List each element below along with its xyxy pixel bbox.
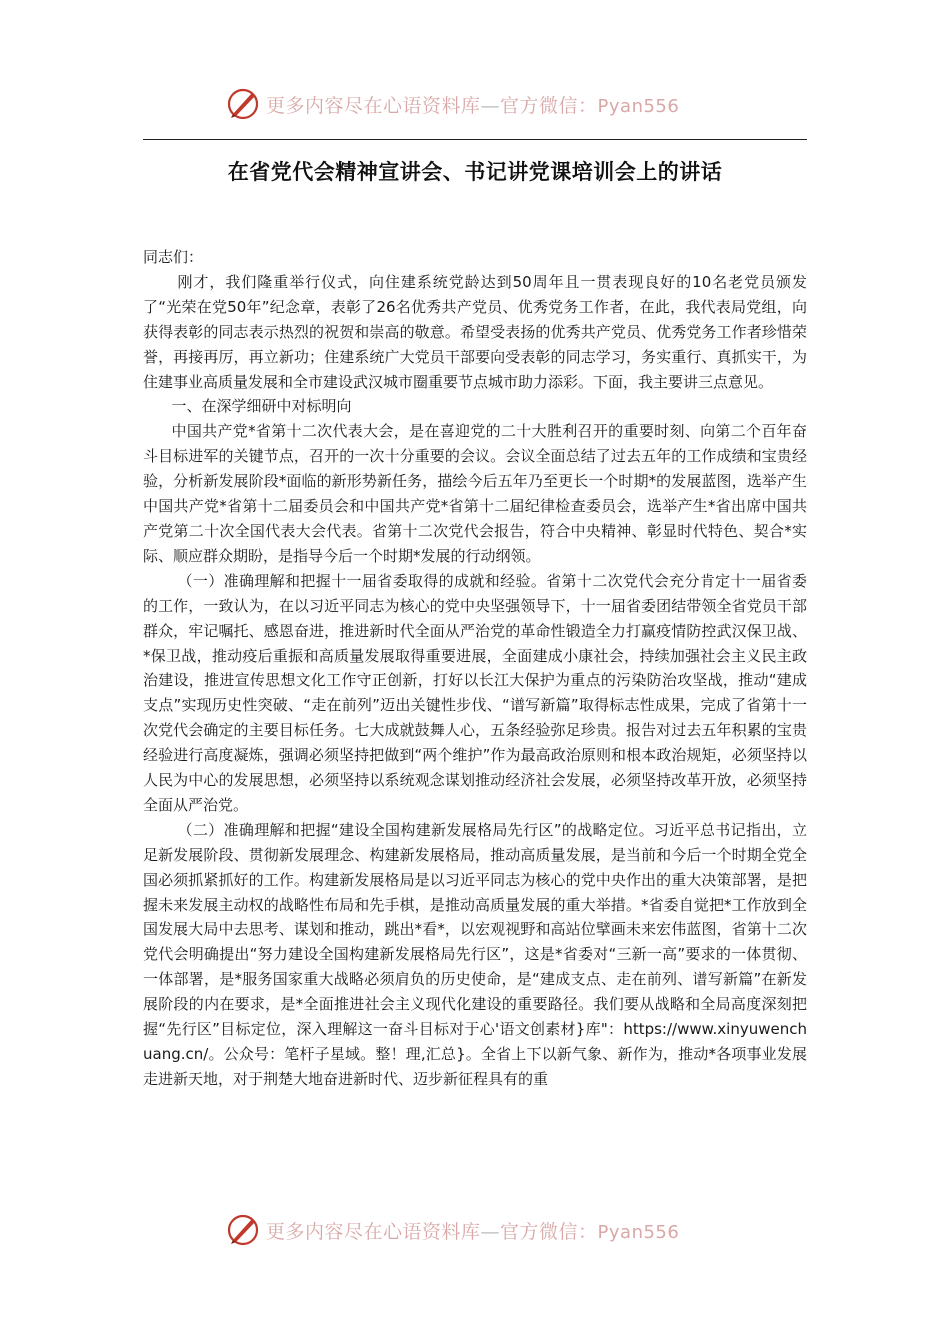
banner-text — [266, 91, 679, 118]
document-body — [143, 245, 807, 1092]
pen-logo-icon — [226, 1213, 260, 1247]
header-banner — [226, 84, 746, 124]
paragraph-point-1: （一）准确理解和把握十一届省委取得的成就和经验。省第十二次党代会充分肯定十一届省委的工作，一致认为，在以习近平同志为核心的党中央坚强领导下，十一届省委团结带领全省党员干部群众，牢记嘱托、感恩奋进，推进新时代全面从严治党的革命性锻造全力打赢疫情防控武汉保卫战、*保卫战，推动疫后重振和高质量发展取得重要进展，全面建成小康社会，持续加强社会主义民主政治建设，推进宣传思想文化工作守正创新，打好以长江大保护为重点的污染防治攻坚战，推动“建成支点”实现历史性突破、“走在前列”迈出关键性步伐、“谱写新篇”取得标志性成果，完成了省第十一次党代会确定的主要目标任务。七大成就鼓舞人心，五条经验弥足珍贵。报告对过去五年积累的宝贵经验进行高度凝炼，强调必须坚持把做到“两个维护”作为最高政治原则和根本政治规矩，必须坚持以人民为中心的发展思想，必须坚持以系统观念谋划推动经济社会发展，必须坚持改革开放，必须坚持全面从严治党。 — [143, 571, 807, 814]
paragraph-point-2: （二）准确理解和把握“建设全国构建新发展格局先行区”的战略定位。习近平总书记指出，立足新发展阶段、贯彻新发展理念、构建新发展格局，推动高质量发展，是当前和今后一个时期全党全国必须抓紧抓好的工作。构建新发展格局是以习近平同志为核心的党中央作出的重大决策部署，是把握未来发展主动权的战略性布局和先手棋，是推动高质量发展的重大举措。*省委自觉把*工作放到全国发展大局中去思考、谋划和推动，跳出*看*，以宏观视野和高站位擘画未来宏伟蓝图，省第十二次党代会明确提出“努力建设全国构建新发展格局先行区”，这是*省委对“三新一高”要求的一体贯彻、一体部署，是*服务国家重大战略必须肩负的历史使命，是“建成支点、走在前列、谱写新篇”在新发展阶段的内在要求，是*全面推进社会主义现代化建设的重要路径。我们要从战略和全局高度深刻把握“先行区”目标定位，深入理解这一奋斗目标对于心'语文创素材}库"：https://www.xinyuwenchuang.cn/。公众号：笔杆子星域。整！理,汇总}。全省上下以新气象、新作为，推动*各项事业发展走进新天地，对于荆楚大地奋进新时代、迈步新征程具有的重 — [143, 820, 807, 1088]
document-title: 在省党代会精神宣讲会、书记讲党课培训会上的讲话 — [227, 160, 723, 184]
banner-suffix: 官方微信： — [500, 1220, 598, 1243]
header-rule — [143, 139, 807, 140]
banner-wechat-handle: Pyan556 — [597, 1221, 680, 1243]
pen-logo-icon — [226, 87, 260, 121]
banner-main-text: 更多内容尽在心语资料库 — [266, 1220, 481, 1243]
section-heading-1: 一、在深学细研中对标明向 — [171, 397, 352, 416]
banner-separator: — — [480, 1220, 501, 1243]
paragraph-congress: 中国共产党*省第十二次代表大会，是在喜迎党的二十大胜利召开的重要时刻、向第二个百年奋斗目标进军的关键节点，召开的一次十分重要的会议。会议全面总结了过去五年的工作成绩和宝贵经验，分析新发展阶段*面临的新形势新任务，描绘今后五年乃至更长一个时期*的发展蓝图，选举产生中国共产党*省第十二届委员会和中国共产党*省第十二届纪律检查委员会，选举产生*省出席中国共产党第二十次全国代表大会代表。省第十二次党代会报告，符合中央精神、彰显时代特色、契合*实际、顺应群众期盼，是指导今后一个时期*发展的行动纲领。 — [143, 422, 807, 565]
banner-text — [266, 1217, 679, 1244]
paragraph-intro: 刚才，我们隆重举行仪式，向住建系统党龄达到50周年且一贯表现良好的10名老党员颁发了“光荣在党50年”纪念章，表彰了26名优秀共产党员、优秀党务工作者，在此，我代表局党组，向获得表彰的同志表示热烈的祝贺和崇高的敬意。希望受表扬的优秀共产党员、优秀党务工作者珍惜荣誉，再接再厉，再立新功；住建系统广大党员干部要向受表彰的同志学习，务实重行、真抓实干，为住建事业高质量发展和全市建设武汉城市圈重要节点城市助力添彩。下面，我主要讲三点意见。 — [143, 272, 807, 391]
banner-separator: — — [480, 94, 501, 117]
footer-banner — [226, 1210, 746, 1250]
banner-wechat-handle: Pyan556 — [597, 95, 680, 117]
banner-suffix: 官方微信： — [500, 94, 598, 117]
banner-main-text: 更多内容尽在心语资料库 — [266, 94, 481, 117]
salutation: 同志们： — [143, 248, 204, 266]
